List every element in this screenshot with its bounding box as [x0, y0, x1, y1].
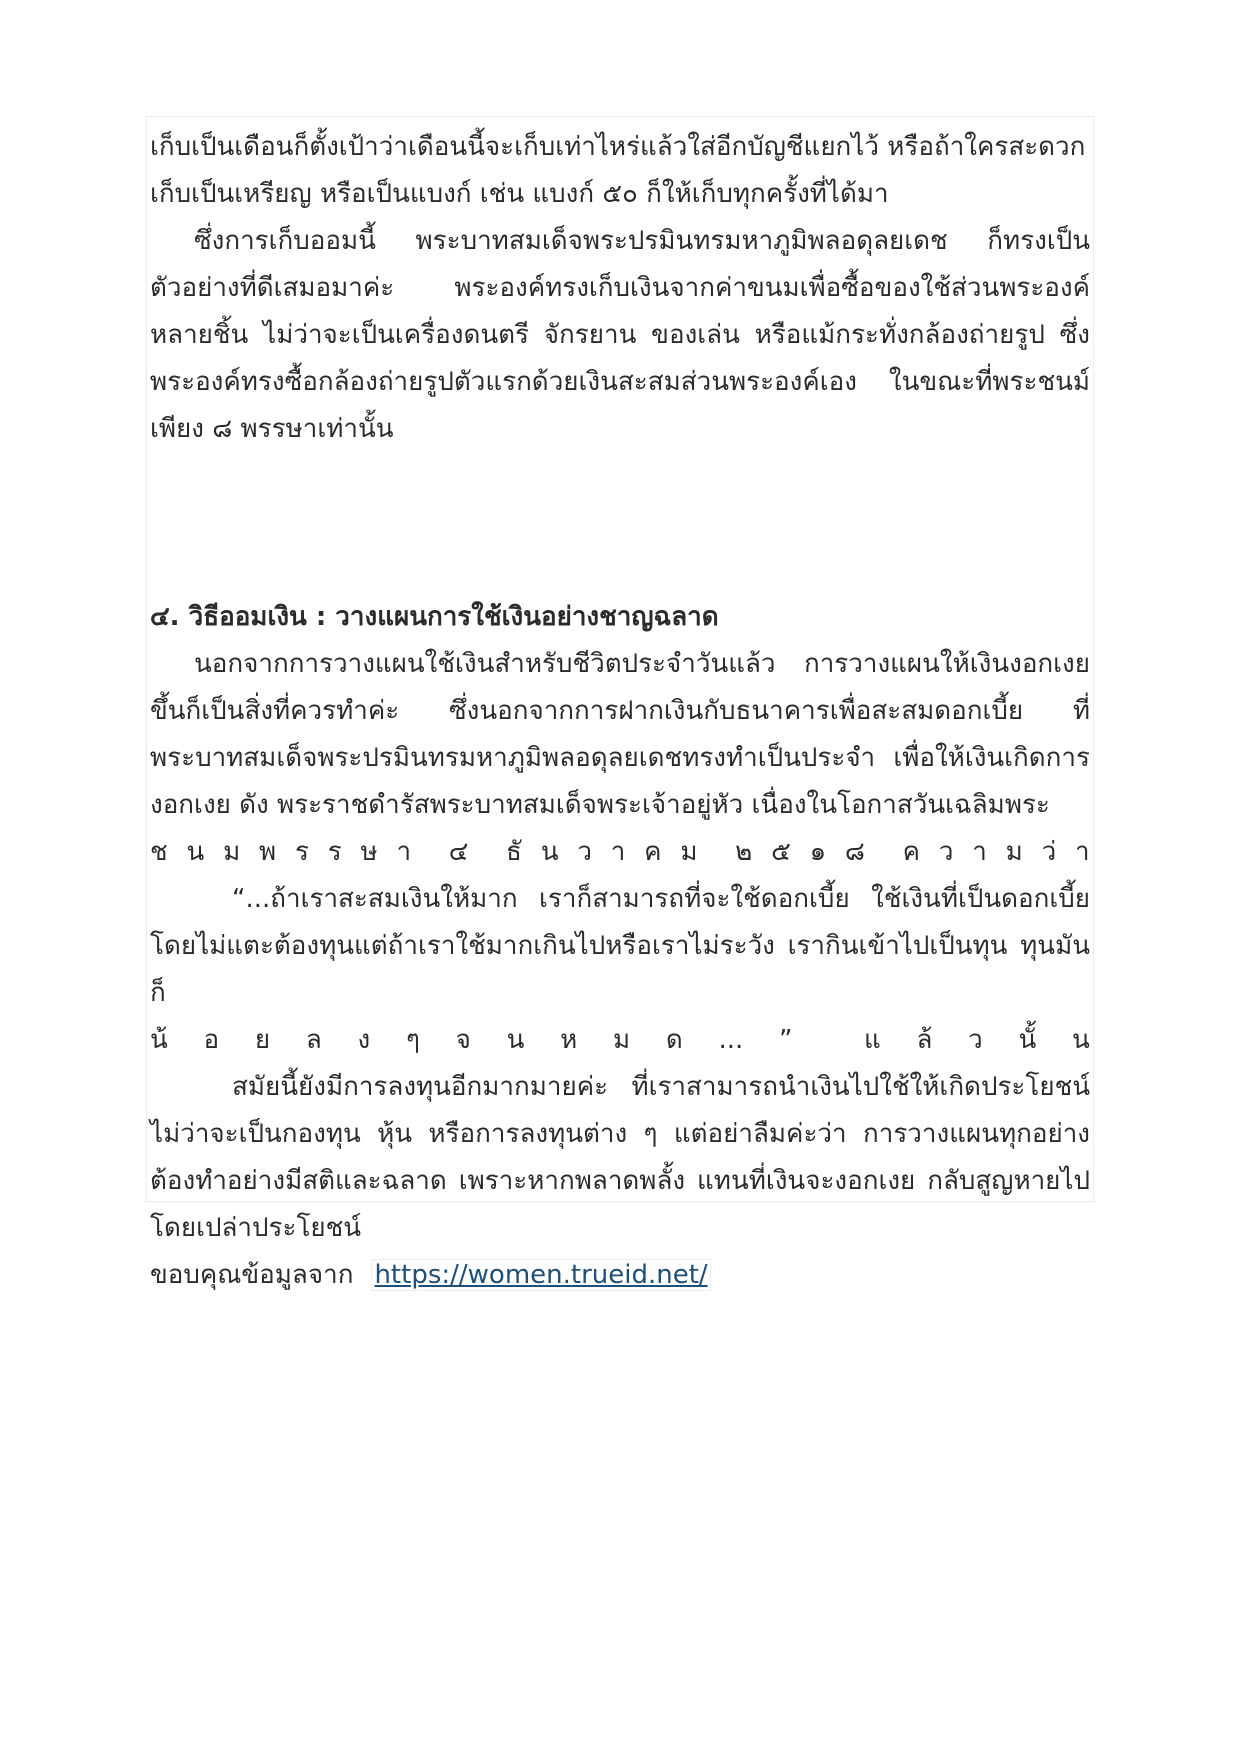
spread-char: า [610, 837, 626, 867]
spread-char: พ [259, 837, 277, 867]
quote-spread-char: ห [560, 1025, 578, 1055]
spread-char: า [972, 837, 987, 867]
spread-char: ม [680, 837, 698, 867]
quote-spread-char: จ [455, 1025, 471, 1055]
spread-char: ว [577, 837, 592, 867]
credit-label: ขอบคุณข้อมูลจาก [150, 1260, 354, 1290]
quote-spread-char: ๆ [405, 1025, 420, 1055]
spread-char: ๑ [809, 837, 827, 867]
quote-spread-char: ” [779, 1025, 793, 1055]
quote-spread-char: ล [305, 1025, 322, 1055]
paragraph-3-spread-line [150, 829, 1090, 876]
spread-char: ค [902, 837, 921, 867]
spread-char: ร [327, 837, 342, 867]
spread-char: ม [1005, 837, 1023, 867]
quote-spread-char: ว [968, 1025, 983, 1055]
paragraph-1-line-1: เก็บเป็นเดือนก็ตั้งเป้าว่าเดือนนี้จะเก็บเท่าไหร่แล้วใส่อีกบัญชีแยกไว้ หรือถ้าใครสะดวก [150, 132, 1086, 162]
spread-char: ษ [360, 837, 378, 867]
quote-spread-char: ... [718, 1025, 744, 1055]
spread-char: ธั [506, 837, 522, 867]
spread-char: น [540, 837, 559, 867]
spread-char: ๕ [771, 837, 791, 867]
spread-char: ๘ [844, 837, 865, 867]
paragraph-4: สมัยนี้ยังมีการลงทุนอีกมากมายค่ะ ที่เราสามารถนำเงินไปใช้ให้เกิดประโยชน์ ไม่ว่าจะเป็นกองทุน หุ้น หรือการลงทุนต่าง ๆ แต่อย่าลืมค่ะว่า การวางแผนทุกอย่างต้องทำอย่างมีสติและฉลาด เพราะหากพลาดพลั้ง แทนที่เงินจะงอกเงย กลับสูญหายไปโดยเปล่าประโยชน์ [150, 1072, 1090, 1243]
quote-paragraph: “...ถ้าเราสะสมเงินให้มาก เราก็สามารถที่จะใช้ดอกเบี้ย ใช้เงินที่เป็นดอกเบี้ยโดยไม่แตะต้องทุนแต่ถ้าเราใช้มากเกินไปหรือเราไม่ระวัง เรากินเข้าไปเป็นทุน ทุนมันก็ [150, 884, 1090, 1008]
credit-line [150, 1252, 1090, 1299]
quote-spread-char: อ [203, 1025, 220, 1055]
paragraph-1-line-2: เก็บเป็นเหรียญ หรือเป็นแบงก์ เช่น แบงก์ ๕๐ ก็ให้เก็บทุกครั้งที่ได้มา [150, 179, 889, 209]
source-link[interactable]: https://women.trueid.net/ [371, 1259, 710, 1291]
quote-spread-char: ง [357, 1025, 371, 1055]
spread-char: า [396, 837, 412, 867]
paragraph-3: นอกจากการวางแผนใช้เงินสำหรับชีวิตประจำวันแล้ว การวางแผนให้เงินงอกเงยขึ้นก็เป็นสิ่งที่ควรทำค่ะ ซึ่งนอกจากการฝากเงินกับธนาคารเพื่อสะสมดอกเบี้ย ที่พระบาทสมเด็จพระปรมินทรมหาภูมิพลอดุลยเดชทรงทำเป็นประจำ เพื่อให้เงินเกิดการงอกเงย ดัง พระราชดำรัสพระบาทสมเด็จพระเจ้าอยู่หัว เนื่องในโอกาสวันเฉลิมพระ [150, 649, 1090, 820]
quote-spread-char: น [1072, 1025, 1090, 1055]
spread-char: ว [938, 837, 954, 867]
quote-spread-char: ด [665, 1025, 683, 1055]
spread-char: ร [294, 837, 309, 867]
quote-spread-line [150, 1017, 1090, 1064]
section-heading: ๔. วิธีออมเงิน : วางแผนการใช้เงินอย่างชาญฉลาด [150, 602, 719, 632]
quote-spread-char: ม [613, 1025, 631, 1055]
spread-char: ๔ [448, 837, 469, 867]
spread-char: น [186, 837, 205, 867]
quote-spread-char: แ [864, 1025, 881, 1055]
document-body [150, 124, 1090, 1299]
spread-char: ๒ [735, 837, 753, 867]
quote-spread-char: น้ [150, 1025, 168, 1055]
spread-char: า [1075, 837, 1090, 867]
spacer [150, 453, 1090, 594]
quote-spread-char: ย [254, 1025, 271, 1055]
quote-spread-char: ล้ [916, 1025, 933, 1055]
spread-char: ช [150, 837, 168, 867]
quote-spread-char: นั้ [1018, 1025, 1037, 1055]
spread-char: ว่ [1041, 837, 1057, 867]
paragraph-2: ซึ่งการเก็บออมนี้ พระบาทสมเด็จพระปรมินทรมหาภูมิพลอดุลยเดช ก็ทรงเป็นตัวอย่างที่ดีเสมอมาค่ะ พระองค์ทรงเก็บเงินจากค่าขนมเพื่อซื้อของใช้ส่วนพระองค์หลายชิ้น ไม่ว่าจะเป็นเครื่องดนตรี จักรยาน ของเล่น หรือแม้กระทั่งกล้องถ่ายรูป ซึ่งพระองค์ทรงซื้อกล้องถ่ายรูปตัวแรกด้วยเงินสะสมส่วนพระองค์เอง ในขณะที่พระชนม์เพียง ๘ พรรษาเท่านั้น [150, 226, 1090, 444]
spread-char: ม [223, 837, 241, 867]
spread-char: ค [644, 837, 662, 867]
quote-spread-char: น [506, 1025, 525, 1055]
